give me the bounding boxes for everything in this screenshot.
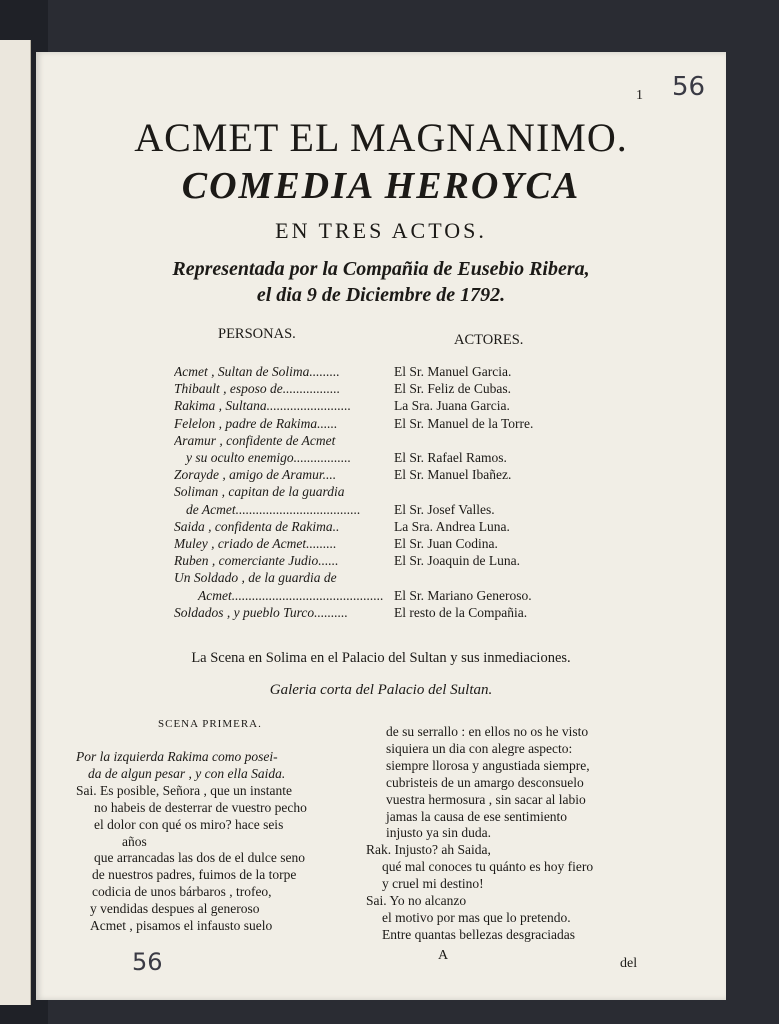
folio-handwritten-top: 56 <box>672 72 706 102</box>
cast-role: Saida , confidenta de Rakima.. <box>174 518 340 534</box>
verse-line: vuestra hermosura , sin sacar al labio <box>386 791 586 807</box>
cast-role: Rakima , Sultana......................... <box>174 398 351 414</box>
cast-role: Ruben , comerciante Judio...... <box>174 553 339 569</box>
book-page <box>36 52 726 1000</box>
verse-line: y cruel mi destino! <box>382 876 484 892</box>
cast-actor: El resto de la Compañia. <box>394 604 528 620</box>
cast-role: y su oculto enemigo................. <box>186 450 351 466</box>
verse-line: Sai. Es posible, Señora , que un instante <box>76 782 292 798</box>
cast-row <box>174 415 694 432</box>
cast-row <box>174 432 694 449</box>
cast-row <box>174 501 694 518</box>
signature-mark: A <box>438 948 449 963</box>
cast-actor: La Sra. Andrea Luna. <box>394 518 510 534</box>
cast-actor: El Sr. Rafael Ramos. <box>394 450 507 466</box>
folio-handwritten-bottom: 56 <box>132 948 163 976</box>
cast-role: Felelon , padre de Rakima...... <box>174 415 338 431</box>
stage-direction: da de algun pesar , y con ella Saida. <box>88 765 286 781</box>
cast-row <box>174 380 694 397</box>
verse-line: el dolor con qué os miro? hace seis <box>94 816 284 832</box>
cast-row <box>174 449 694 466</box>
verse-line: el motivo por mas que lo pretendo. <box>382 909 571 925</box>
cast-role: Soliman , capitan de la guardia <box>174 484 345 500</box>
cast-row <box>174 466 694 483</box>
actores-header: ACTORES. <box>454 332 524 348</box>
verse-line: de su serrallo : en ellos no os he visto <box>386 724 589 739</box>
cast-role: Acmet............................................. <box>198 587 384 603</box>
facing-page-sheet <box>0 40 31 1005</box>
stage-direction: Por la izquierda Rakima como posei- <box>76 749 278 764</box>
scene-location: La Scena en Solima en el Palacio del Sultan y sus inmediaciones. <box>191 650 571 666</box>
cast-row <box>174 397 694 414</box>
verse-line: cubristeis de un amargo desconsuelo <box>386 774 584 790</box>
verse-line: siquiera un dia con alegre aspecto: <box>386 740 573 756</box>
cast-role: Aramur , confidente de Acmet <box>174 432 336 448</box>
verse-line: no habeis de desterrar de vuestro pecho <box>94 799 307 815</box>
verse-line: y vendidas despues al generoso <box>90 901 260 917</box>
verse-line: Acmet , pisamos el infausto suelo <box>90 918 273 934</box>
cast-actor: El Sr. Feliz de Cubas. <box>394 381 511 397</box>
cast-actor: El Sr. Joaquin de Luna. <box>394 553 520 569</box>
cast-list <box>174 363 694 621</box>
verse-line: Rak. Injusto? ah Saida, <box>366 842 491 858</box>
cast-role: Acmet , Sultan de Solima......... <box>174 364 340 379</box>
cast-actor: El Sr. Juan Codina. <box>394 536 498 552</box>
cast-row <box>174 552 694 569</box>
cast-actor: El Sr. Josef Valles. <box>394 501 495 517</box>
cast-role: Zorayde , amigo de Aramur.... <box>174 467 337 483</box>
catchword: del <box>620 956 638 971</box>
verse-line: años <box>122 833 147 849</box>
cast-role: Un Soldado , de la guardia de <box>174 570 337 586</box>
verse-line: injusto ya sin duda. <box>386 825 491 841</box>
cast-row <box>174 535 694 552</box>
performance-line-2: el dia 9 de Diciembre de 1792. <box>256 284 506 306</box>
cast-row <box>174 483 694 500</box>
verse-line: siempre llorosa y angustiada siempre, <box>386 757 590 773</box>
personas-header: PERSONAS. <box>218 326 296 342</box>
cast-row <box>174 363 694 380</box>
verse-line: Entre quantas bellezas desgraciadas <box>382 926 576 942</box>
performance-line-1: Representada por la Compañia de Eusebio Ribera, <box>172 258 590 280</box>
text-column-left <box>76 749 376 935</box>
play-subtitle: COMEDIA HEROYCA <box>181 165 581 207</box>
play-title: ACMET EL MAGNANIMO. <box>134 115 628 160</box>
cast-actor: El Sr. Manuel de la Torre. <box>394 415 534 431</box>
acts-line: EN TRES ACTOS. <box>275 218 487 243</box>
cast-row <box>174 587 694 604</box>
cast-role: de Acmet..................................... <box>186 501 361 517</box>
cast-role: Thibault , esposo de................. <box>174 381 341 397</box>
page-number: 1 <box>636 88 643 103</box>
cast-actor: El Sr. Manuel Garcia. <box>394 364 512 379</box>
cast-role: Muley , criado de Acmet......... <box>174 536 337 552</box>
cast-actor: El Sr. Manuel Ibañez. <box>394 467 512 483</box>
verse-line: Sai. Yo no alcanzo <box>366 893 467 909</box>
cast-actor: El Sr. Mariano Generoso. <box>394 587 532 603</box>
text-column-right <box>366 724 696 944</box>
cast-row <box>174 604 694 621</box>
verse-line: codicia de unos bárbaros , trofeo, <box>92 884 272 900</box>
cast-actor: La Sra. Juana Garcia. <box>394 398 510 414</box>
verse-line: jamas la causa de ese sentimiento <box>386 808 568 824</box>
verse-line: de nuestros padres, fuimos de la torpe <box>92 867 297 883</box>
verse-line: que arrancadas las dos de el dulce seno <box>94 850 306 866</box>
scene-heading: SCENA PRIMERA. <box>158 718 262 730</box>
cast-row <box>174 518 694 535</box>
scene-setting: Galeria corta del Palacio del Sultan. <box>269 682 493 698</box>
verse-line: qué mal conoces tu quánto es hoy fiero <box>382 859 594 875</box>
cast-row <box>174 569 694 586</box>
cast-role: Soldados , y pueblo Turco.......... <box>174 604 348 620</box>
